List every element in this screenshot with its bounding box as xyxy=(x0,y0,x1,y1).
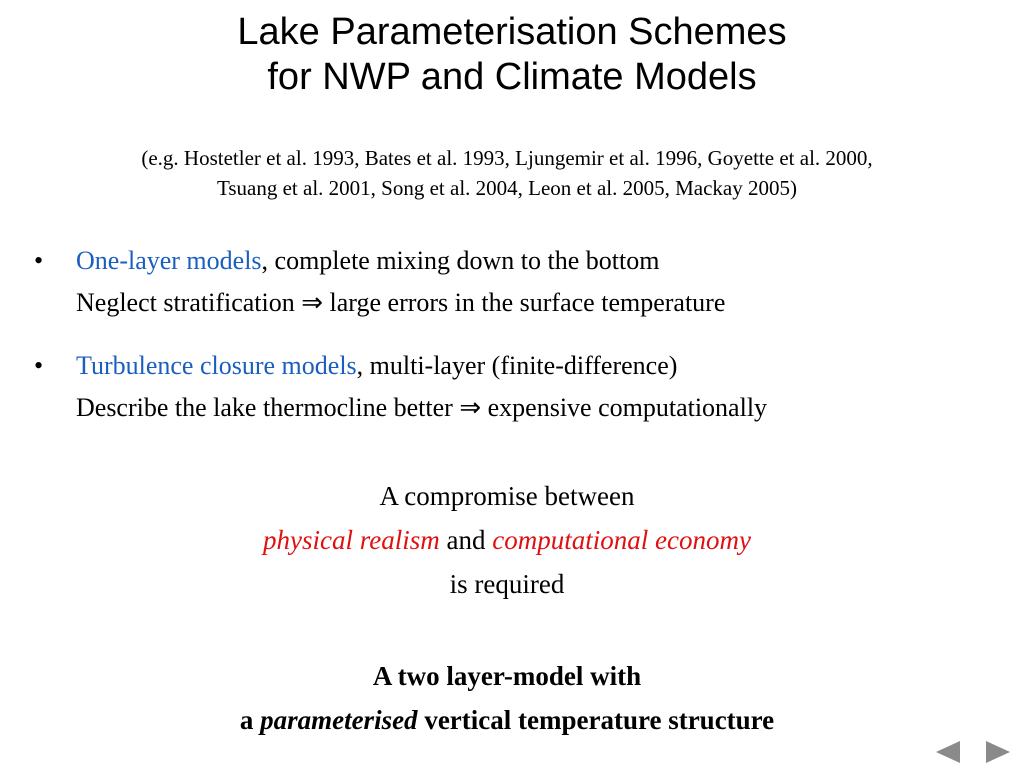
bullet-rest: , multi-layer (finite-difference) xyxy=(356,351,678,380)
compromise-statement xyxy=(0,474,1014,606)
conclusion-line-1: A two layer-model with xyxy=(372,661,642,691)
conclusion-statement xyxy=(0,654,1014,742)
conclusion-line-2 xyxy=(0,698,1014,742)
bullet-body xyxy=(76,240,725,324)
bullet-line2-before: Neglect stratification xyxy=(76,288,302,317)
compromise-connector: and xyxy=(439,525,493,555)
bullet-line-1 xyxy=(76,345,767,387)
triangle-left-icon xyxy=(934,740,962,764)
bullet-line2-before: Describe the lake thermocline better xyxy=(76,393,460,422)
term-computational-economy: computational economy xyxy=(492,525,751,555)
title-line-1: Lake Parameterisation Schemes xyxy=(237,11,787,53)
bullet-body xyxy=(76,345,767,429)
bullet-highlight: One-layer models xyxy=(76,246,262,275)
compromise-line-1: A compromise between xyxy=(379,481,635,511)
bullet-line-2 xyxy=(76,387,767,429)
previous-slide-button[interactable] xyxy=(934,740,962,764)
conclusion-prefix: a xyxy=(239,705,261,735)
compromise-line-3: is required xyxy=(449,569,565,599)
implies-arrow-icon: ⇒ xyxy=(459,393,482,422)
references-line-2: Tsuang et al. 2001, Song et al. 2004, Leon et al. 2005, Mackay 2005) xyxy=(217,176,797,200)
references-line-1: (e.g. Hostetler et al. 1993, Bates et al. 1993, Ljungemir et al. 1996, Goyette et al. 2000, xyxy=(141,146,873,170)
compromise-line-2 xyxy=(0,518,1014,562)
bullet-marker: • xyxy=(34,246,44,275)
conclusion-suffix: vertical temperature structure xyxy=(417,705,775,735)
next-slide-button[interactable] xyxy=(984,740,1012,764)
bullet-line2-after: large errors in the surface temperature xyxy=(323,288,726,317)
term-physical-realism: physical realism xyxy=(263,525,440,555)
conclusion-emphasis: parameterised xyxy=(260,705,418,735)
bullet-line-2 xyxy=(76,282,725,324)
slide-title xyxy=(0,10,1024,100)
references xyxy=(0,143,1014,203)
triangle-right-icon xyxy=(984,740,1012,764)
bullet-rest: , complete mixing down to the bottom xyxy=(261,246,660,275)
implies-arrow-icon: ⇒ xyxy=(301,288,324,317)
bullet-line-1 xyxy=(76,240,725,282)
title-line-2: for NWP and Climate Models xyxy=(267,56,757,98)
bullet-marker: • xyxy=(34,351,44,380)
bullet-line2-after: expensive computationally xyxy=(481,393,768,422)
bullet-highlight: Turbulence closure models xyxy=(76,351,357,380)
